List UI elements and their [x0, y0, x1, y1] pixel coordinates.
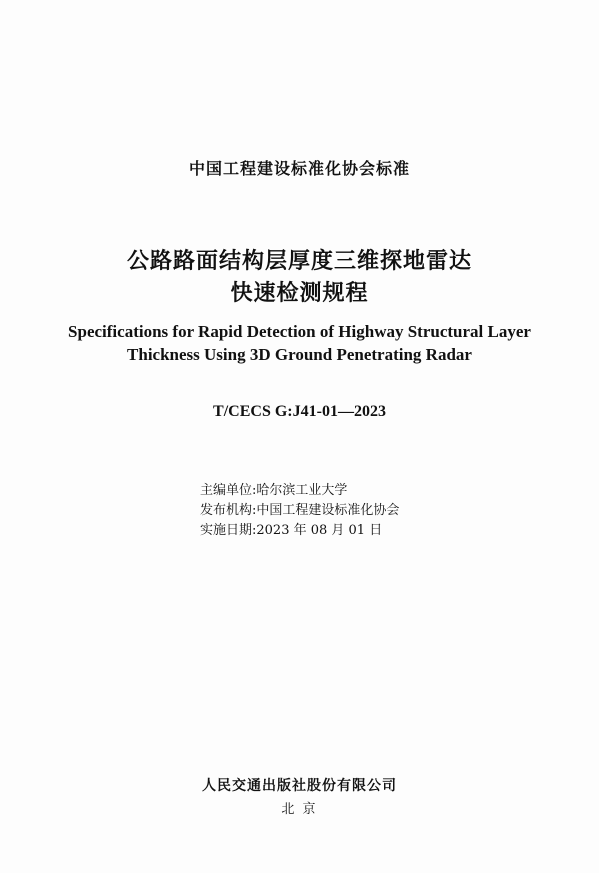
standard-code: T/CECS G:J41-01—2023	[213, 403, 386, 420]
publisher-name: 人民交通出版社股份有限公司	[202, 778, 397, 794]
implementation-date-line: 实施日期:2023 年 08 月 01 日	[200, 523, 383, 538]
title-english-line-2: Thickness Using 3D Ground Penetrating Radar	[127, 345, 472, 364]
chief-unit-line: 主编单位:哈尔滨工业大学	[200, 483, 348, 498]
title-chinese-line-1: 公路路面结构层厚度三维探地雷达	[126, 249, 472, 274]
title-english-line-1: Specifications for Rapid Detection of Highway Structural Layer	[68, 322, 531, 341]
publisher-city: 北 京	[281, 802, 318, 817]
issuing-agency-line: 发布机构:中国工程建设标准化协会	[200, 503, 400, 518]
association-standard-label: 中国工程建设标准化协会标准	[188, 159, 410, 178]
title-chinese-line-2: 快速检测规程	[230, 281, 369, 306]
